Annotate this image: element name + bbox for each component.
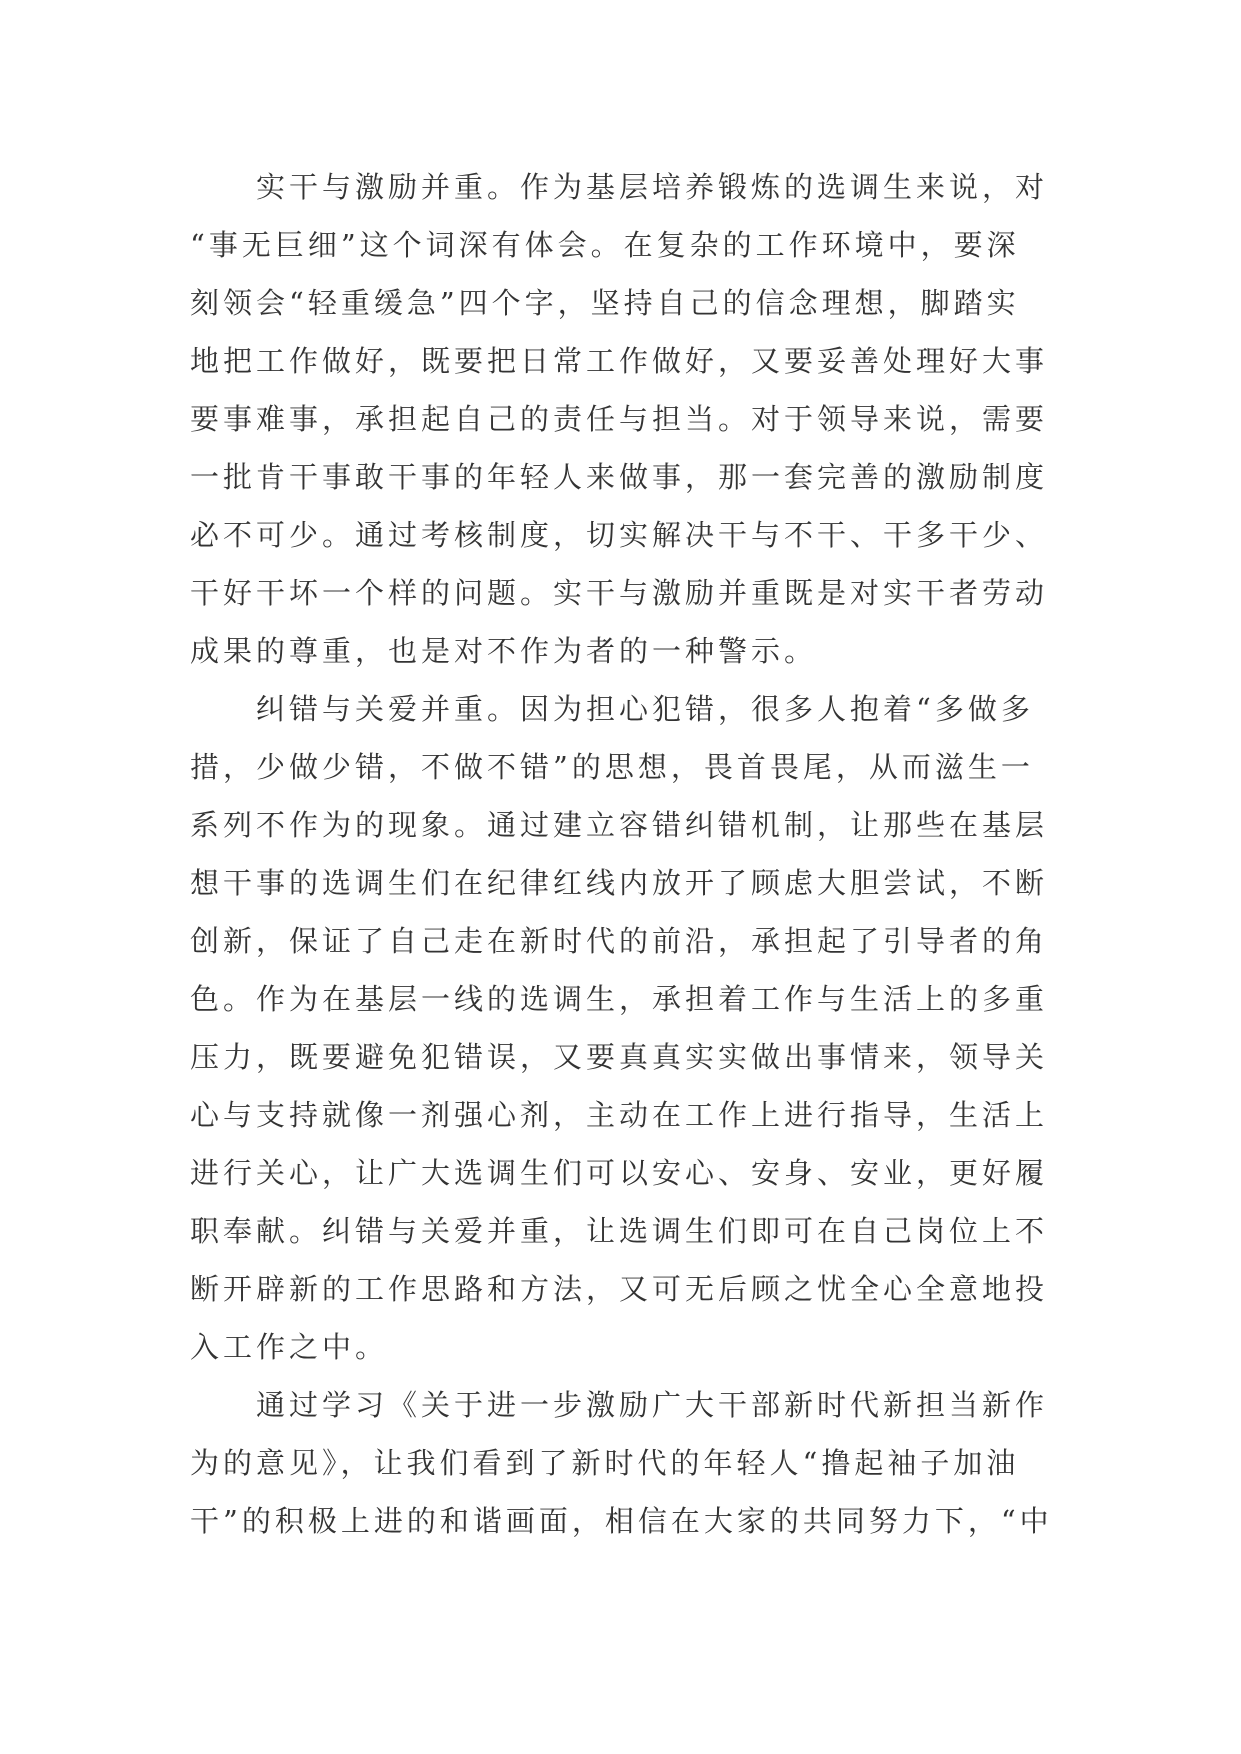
paragraph-line: 成果的尊重，也是对不作为者的一种警示。 [190, 634, 818, 668]
paragraph-line: 实干与激励并重。作为基层培养锻炼的选调生来说，对 [256, 170, 1049, 204]
paragraph-conclusion [190, 1376, 1070, 1550]
paragraph-line: 刻领会“轻重缓急”四个字，坚持自己的信念理想，脚踏实 [190, 286, 1020, 320]
paragraph-line: 入工作之中。 [190, 1330, 389, 1364]
paragraph-line: 一批肯干事敢干事的年轻人来做事，那一套完善的激励制度 [190, 460, 1049, 494]
paragraph-line: 进行关心，让广大选调生们可以安心、安身、安业，更好履 [190, 1156, 1049, 1190]
paragraph-line: “事无巨细”这个词深有体会。在复杂的工作环境中，要深 [190, 228, 1020, 262]
paragraph-line: 地把工作做好，既要把日常工作做好，又要妥善处理好大事 [190, 344, 1049, 378]
paragraph-line: 想干事的选调生们在纪律红线内放开了顾虑大胆尝试，不断 [190, 866, 1049, 900]
paragraph-line: 措，少做少错，不做不错”的思想，畏首畏尾，从而滋生一 [190, 750, 1034, 784]
paragraph-incentive [190, 158, 1070, 680]
paragraph-line: 纠错与关爱并重。因为担心犯错，很多人抱着“多做多 [256, 692, 1034, 726]
paragraph-error-correction [190, 680, 1070, 1376]
paragraph-line: 职奉献。纠错与关爱并重，让选调生们即可在自己岗位上不 [190, 1214, 1049, 1248]
paragraph-line: 压力，既要避免犯错误，又要真真实实做出事情来，领导关 [190, 1040, 1049, 1074]
paragraph-line: 心与支持就像一剂强心剂，主动在工作上进行指导，生活上 [190, 1098, 1049, 1132]
paragraph-line: 要事难事，承担起自己的责任与担当。对于领导来说，需要 [190, 402, 1049, 436]
paragraph-line: 干”的积极上进的和谐画面，相信在大家的共同努力下，“中 [190, 1504, 1053, 1538]
paragraph-line: 创新，保证了自己走在新时代的前沿，承担起了引导者的角 [190, 924, 1049, 958]
paragraph-line: 断开辟新的工作思路和方法，又可无后顾之忧全心全意地投 [190, 1272, 1049, 1306]
paragraph-line: 通过学习《关于进一步激励广大干部新时代新担当新作 [256, 1388, 1049, 1422]
paragraph-line: 色。作为在基层一线的选调生，承担着工作与生活上的多重 [190, 982, 1049, 1016]
paragraph-line: 为的意见》，让我们看到了新时代的年轻人“撸起袖子加油 [190, 1446, 1020, 1480]
paragraph-line: 系列不作为的现象。通过建立容错纠错机制，让那些在基层 [190, 808, 1049, 842]
paragraph-line: 干好干坏一个样的问题。实干与激励并重既是对实干者劳动 [190, 576, 1049, 610]
document-body [190, 158, 1070, 1550]
paragraph-line: 必不可少。通过考核制度，切实解决干与不干、干多干少、 [190, 518, 1049, 552]
